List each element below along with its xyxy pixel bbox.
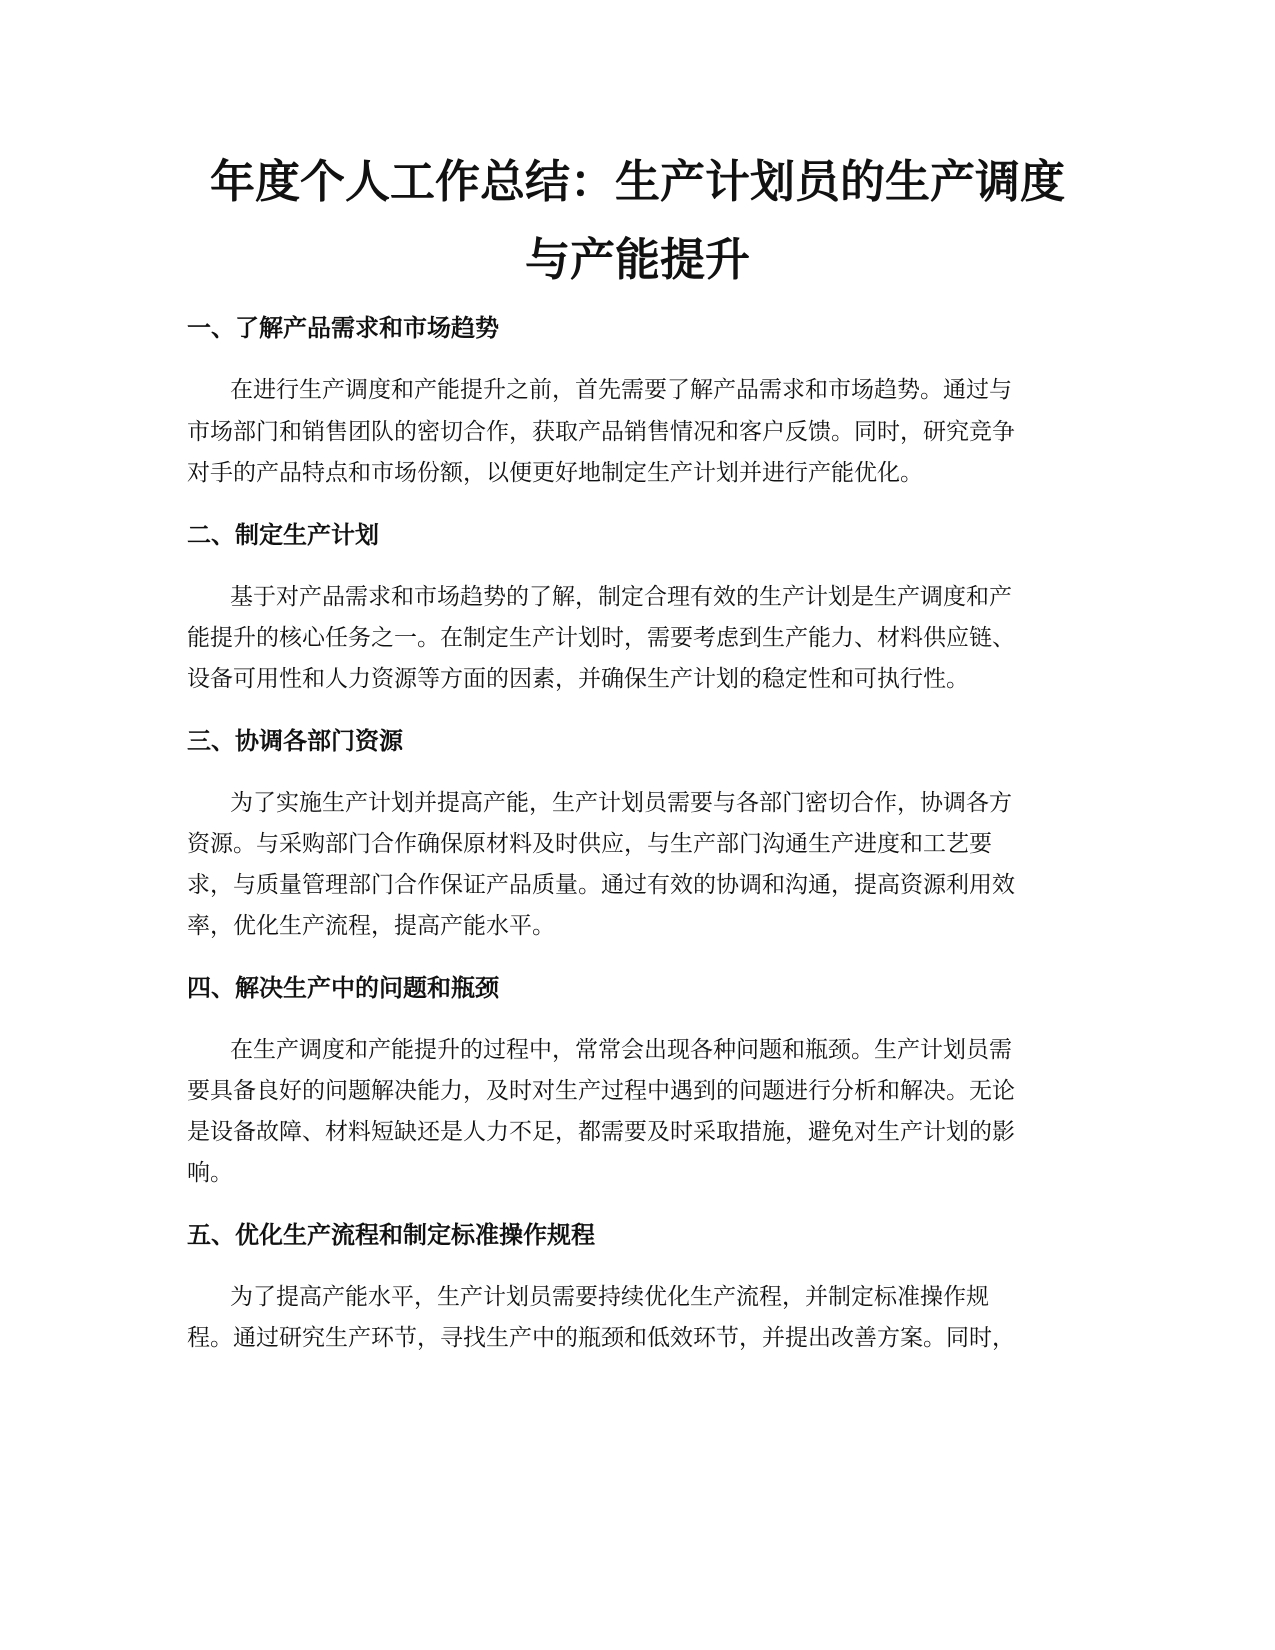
section-heading: 五、优化生产流程和制定标准操作规程 bbox=[187, 1221, 595, 1249]
paragraph-line: 为了提高产能水平，生产计划员需要持续优化生产流程，并制定标准操作规 bbox=[230, 1284, 989, 1310]
paragraph-line: 响。 bbox=[187, 1160, 233, 1186]
section-heading: 四、解决生产中的问题和瓶颈 bbox=[187, 974, 499, 1002]
section-heading: 二、制定生产计划 bbox=[187, 521, 379, 549]
paragraph-line: 是设备故障、材料短缺还是人力不足，都需要及时采取措施，避免对生产计划的影 bbox=[187, 1119, 1015, 1145]
paragraph-line: 求，与质量管理部门合作保证产品质量。通过有效的协调和沟通，提高资源利用效 bbox=[187, 872, 1015, 898]
paragraph-line: 在生产调度和产能提升的过程中，常常会出现各种问题和瓶颈。生产计划员需 bbox=[230, 1037, 1012, 1063]
paragraph-line: 程。通过研究生产环节，寻找生产中的瓶颈和低效环节，并提出改善方案。同时， bbox=[187, 1325, 1015, 1351]
paragraph-line: 率，优化生产流程，提高产能水平。 bbox=[187, 913, 555, 939]
paragraph-line: 为了实施生产计划并提高产能，生产计划员需要与各部门密切合作，协调各方 bbox=[230, 790, 1012, 816]
section-heading: 一、了解产品需求和市场趋势 bbox=[187, 314, 499, 342]
paragraph-line: 在进行生产调度和产能提升之前，首先需要了解产品需求和市场趋势。通过与 bbox=[230, 377, 1012, 403]
paragraph-line: 对手的产品特点和市场份额，以便更好地制定生产计划并进行产能优化。 bbox=[187, 460, 923, 486]
paragraph-line: 能提升的核心任务之一。在制定生产计划时，需要考虑到生产能力、材料供应链、 bbox=[187, 625, 1015, 651]
document-title-line-1: 年度个人工作总结：生产计划员的生产调度 bbox=[209, 155, 1065, 208]
paragraph-line: 要具备良好的问题解决能力，及时对生产过程中遇到的问题进行分析和解决。无论 bbox=[187, 1078, 1015, 1104]
paragraph-line: 资源。与采购部门合作确保原材料及时供应，与生产部门沟通生产进度和工艺要 bbox=[187, 831, 992, 857]
section-heading: 三、协调各部门资源 bbox=[187, 727, 403, 755]
paragraph-line: 市场部门和销售团队的密切合作，获取产品销售情况和客户反馈。同时，研究竞争 bbox=[187, 419, 1015, 445]
paragraph-line: 设备可用性和人力资源等方面的因素，并确保生产计划的稳定性和可执行性。 bbox=[187, 666, 969, 692]
document-title-line-2: 与产能提升 bbox=[524, 233, 750, 286]
paragraph-line: 基于对产品需求和市场趋势的了解，制定合理有效的生产计划是生产调度和产 bbox=[230, 584, 1012, 610]
